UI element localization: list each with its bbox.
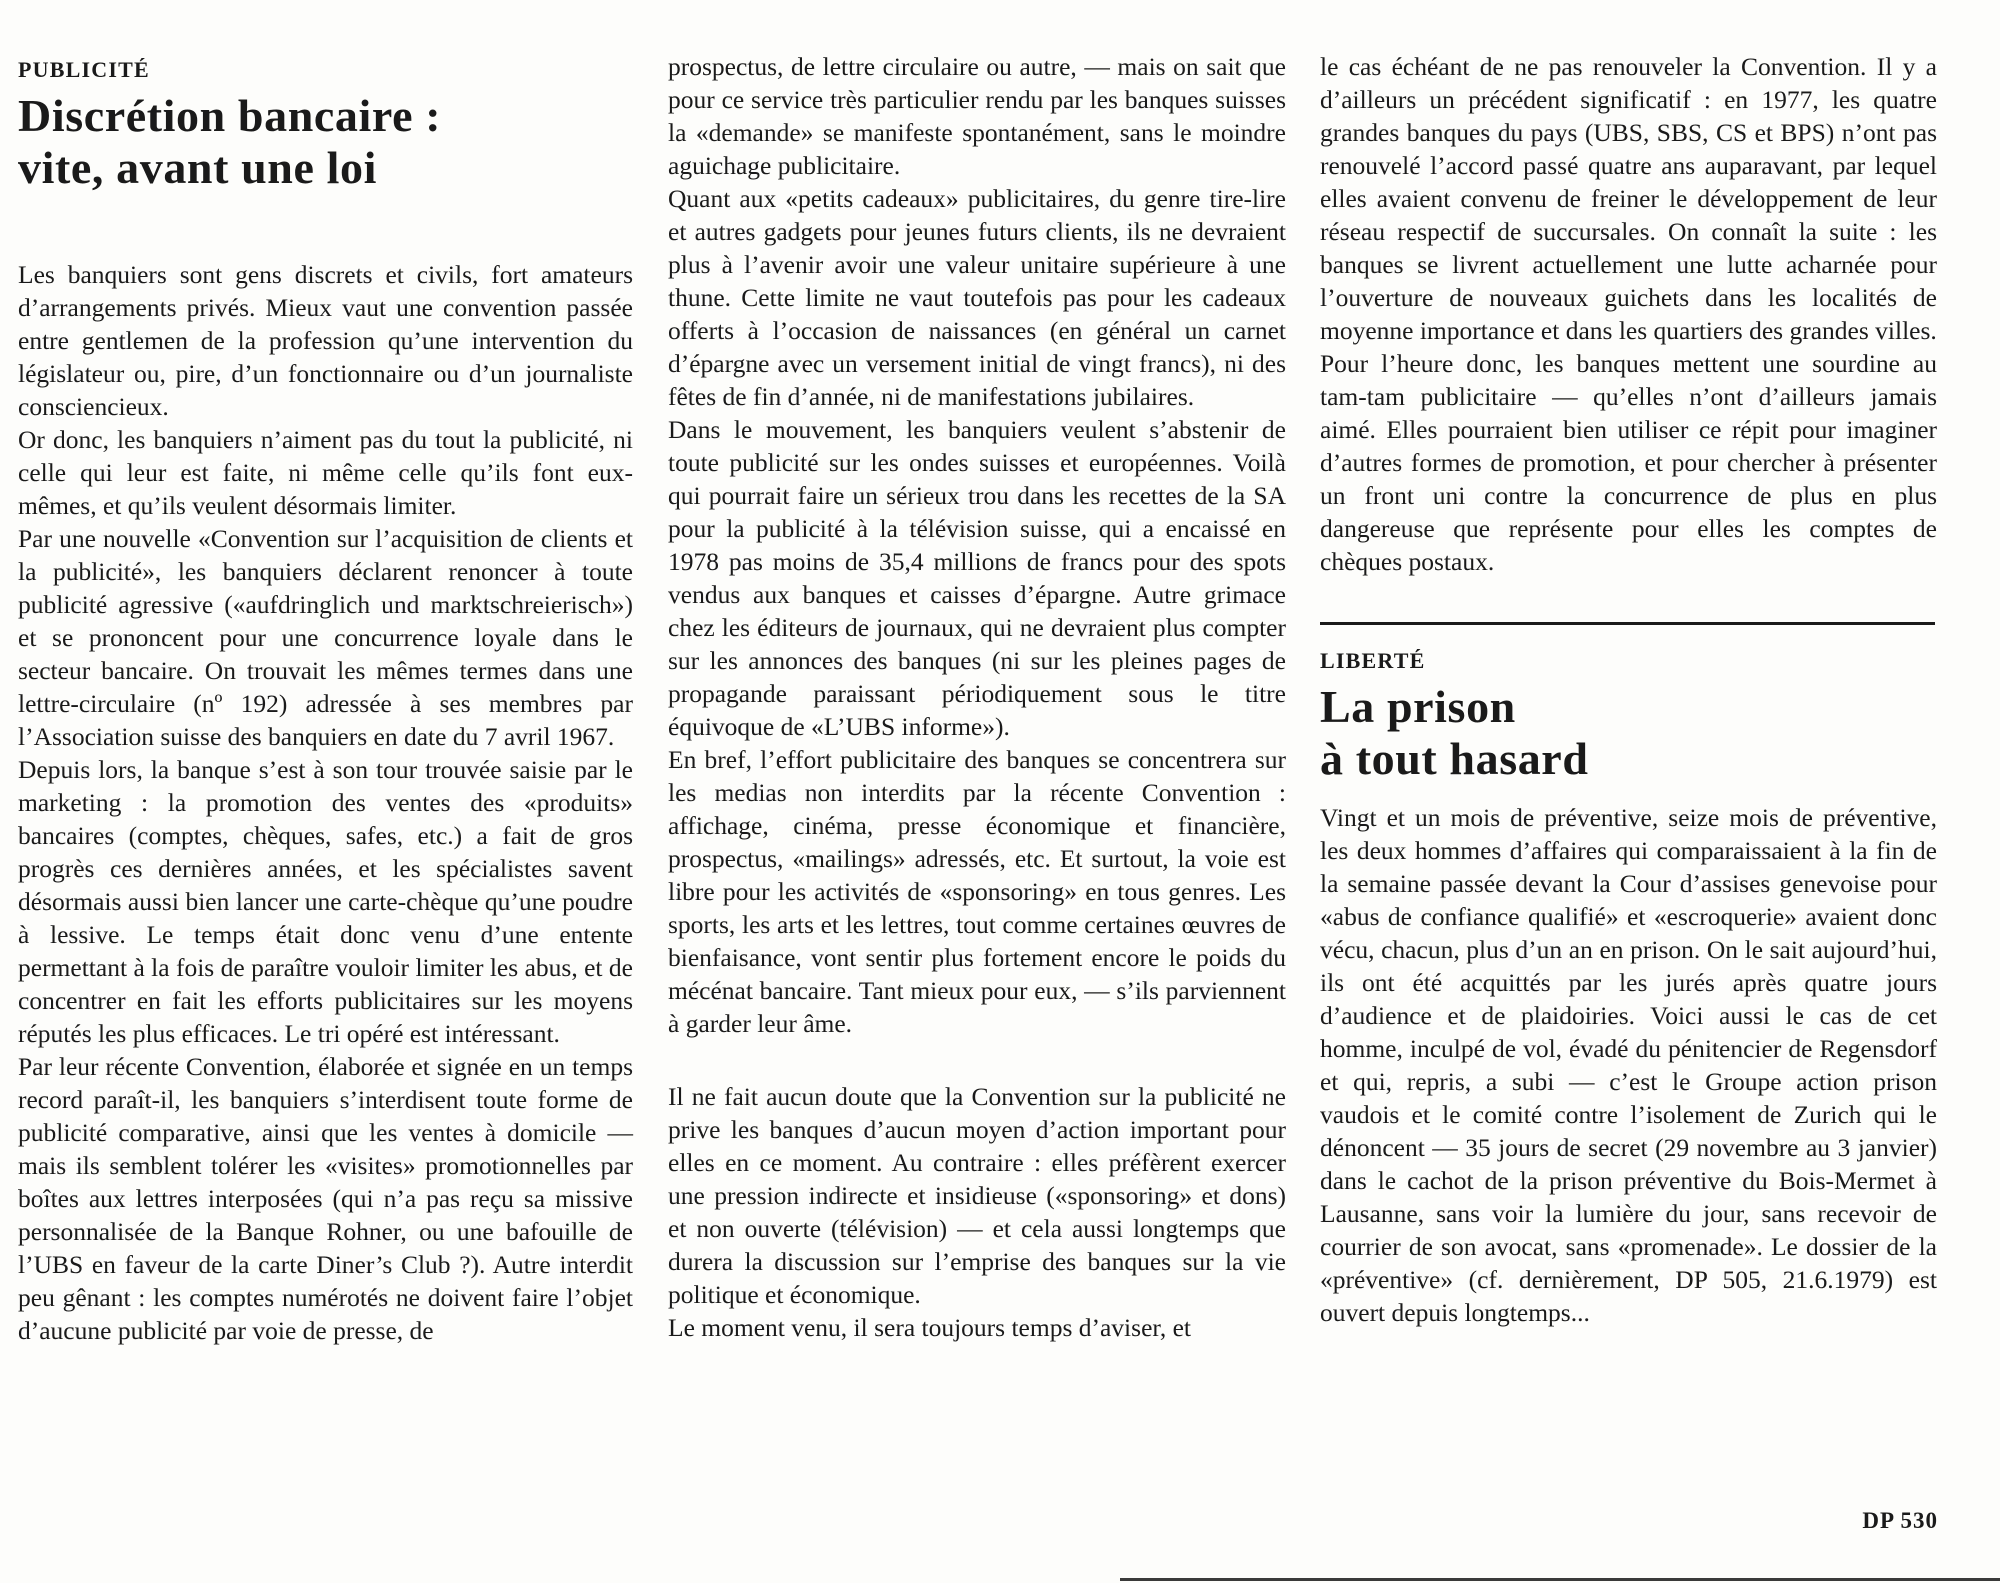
paragraph: Vingt et un mois de préventive, seize mois de préventive, les deux hommes d’affaires qui comparaissaient à la fin de la semaine passée devant la Cour d’assises genevoise pour «abus de confiance qualifié» et «escroquerie» avaient donc vécu, chacun, plus d’un an en prison. On le sait aujourd’hui, ils ont été acquittés par les jurés après quatre jours d’audience et de plaidoiries. Voici aussi le cas de cet homme, inculpé de vol, évadé du pénitencier de Regensdorf et qui, repris, a subi — c’est le Groupe action prison vaudois et le comité contre l’isolement de Zurich qui le dénoncent — 35 jours de secret (29 novembre au 3 janvier) dans le cachot de la prison préventive du Bois-Mermet à Lausanne, sans voir la lumière du jour, sans recevoir de courrier de son avocat, sans «promenade». Le dossier de la «préventive» (cf. dernièrement, DP 505, 21.6.1979) est ouvert depuis longtemps...	[1320, 803, 1937, 1327]
article2-kicker: LIBERTÉ	[1320, 648, 1426, 673]
column-3	[1320, 50, 1937, 1550]
paragraph: Par une nouvelle «Convention sur l’acquisition de clients et la publicité», les banquiers déclarent renoncer à toute publicité agressive («aufdringlich und marktschreierisch») et se prononcent pour une concurrence loyale dans le secteur bancaire. On trouvait les mêmes termes dans une lettre-circulaire (nº 192) adressée à ses membres par l’Association suisse des banquiers en date du 7 avril 1967.	[18, 524, 633, 751]
paragraph: Le moment venu, il sera toujours temps d’aviser, et	[668, 1313, 1192, 1342]
paragraph: Quant aux «petits cadeaux» publicitaires, du genre tire-lire et autres gadgets pour jeunes futurs clients, ils ne devraient plus à l’avenir avoir une valeur unitaire supérieure à une thune. Cette limite ne vaut toutefois pas pour les cadeaux offerts à l’occasion de naissances (en général un carnet d’épargne avec un versement initial de vingt francs), ni des fêtes de fin d’année, ni de manifestations jubilaires.	[668, 184, 1286, 411]
article2-headline-line2: à tout hasard	[1320, 733, 1589, 784]
article1-headline-line1: Discrétion bancaire :	[18, 90, 442, 141]
article-divider	[1320, 622, 1935, 625]
paragraph: En bref, l’effort publicitaire des banques se concentrera sur les medias non interdits par la récente Convention : affichage, cinéma, presse économique et financière, prospectus, «mailings» adressés, etc. Et surtout, la voie est libre pour les activités de «sponsoring» en tous genres. Les sports, les arts et les lettres, tout comme certaines œuvres de bienfaisance, vont sentir plus fortement encore le poids du mécénat bancaire. Tant mieux pour eux, — s’ils parviennent à garder leur âme.	[668, 745, 1286, 1038]
article1-headline-line2: vite, avant une loi	[18, 142, 377, 193]
paragraph: prospectus, de lettre circulaire ou autre, — mais on sait que pour ce service très particulier rendu par les banques suisses la «demande» se manifeste spontanément, sans le moindre aguichage publicitaire.	[668, 52, 1286, 180]
paragraph: Il ne fait aucun doute que la Convention sur la publicité ne prive les banques d’aucun moyen d’action important pour elles en ce moment. Au contraire : elles préfèrent exercer une pression indirecte et insidieuse («sponsoring» et dons) et non ouverte (télévision) — et cela aussi longtemps que durera la discussion sur l’emprise des banques sur la vie politique et économique.	[668, 1082, 1286, 1309]
column-1	[18, 50, 633, 1550]
article2-headline	[1320, 681, 1937, 785]
column-2	[668, 50, 1286, 1550]
page-edge-line	[1120, 1578, 2000, 1581]
paragraph: Dans le mouvement, les banquiers veulent s’abstenir de toute publicité sur les ondes suisses et européennes. Voilà qui pourrait faire un sérieux trou dans les recettes de la SA pour la publicité à la télévision suisse, qui a encaissé en 1978 pas moins de 35,4 millions de francs pour des spots vendus aux banques et caisses d’épargne. Autre grimace chez les éditeurs de journaux, qui ne devraient plus compter sur les annonces des banques (ni sur les pleines pages de propagande paraissant périodiquement sous le titre équivoque de «L’UBS informe»).	[668, 415, 1286, 741]
article1-headline	[18, 90, 633, 194]
paragraph: le cas échéant de ne pas renouveler la Convention. Il y a d’ailleurs un précédent significatif : en 1977, les quatre grandes banques du pays (UBS, SBS, CS et BPS) n’ont pas renouvelé l’accord passé quatre ans auparavant, par lequel elles avaient convenu de freiner le développement de leur réseau respectif de succursales. On connaît la suite : les banques se livrent actuellement une lutte acharnée pour l’ouverture de nouveaux guichets dans les localités de moyenne importance et dans les quartiers des grandes villes.	[1320, 52, 1937, 345]
section-gap	[668, 1040, 1286, 1080]
paragraph: Par leur récente Convention, élaborée et signée en un temps record paraît-il, les banquiers s’interdisent toute forme de publicité comparative, ainsi que les ventes à domicile — mais ils semblent tolérer les «visites» promotionnelles par boîtes aux lettres interposées (qui n’a pas reçu sa missive personnalisée de la Banque Rohner, ou une bafouille de l’UBS en faveur de la carte Diner’s Club ?). Autre interdit peu gênant : les comptes numérotés ne doivent faire l’objet d’aucune publicité par voie de presse, de	[18, 1052, 633, 1345]
article1-kicker: PUBLICITÉ	[18, 57, 150, 82]
paragraph: Les banquiers sont gens discrets et civils, fort amateurs d’arrangements privés. Mieux vaut une convention passée entre gentlemen de la profession qu’une intervention du législateur ou, pire, d’un fonctionnaire ou d’un journaliste consciencieux.	[18, 260, 633, 421]
article2-headline-line1: La prison	[1320, 681, 1516, 732]
paragraph: Pour l’heure donc, les banques mettent une sourdine au tam-tam publicitaire — qu’elles n’ont d’ailleurs jamais aimé. Elles pourraient bien utiliser ce répit pour imaginer d’autres formes de promotion, et pour chercher à présenter un front uni contre la concurrence de plus en plus dangereuse que représente pour elles les comptes de chèques postaux.	[1320, 349, 1937, 576]
paragraph: Or donc, les banquiers n’aiment pas du tout la publicité, ni celle qui leur est faite, ni même celle qu’ils font eux-mêmes, et qu’ils veulent désormais limiter.	[18, 425, 633, 520]
paragraph: Depuis lors, la banque s’est à son tour trouvée saisie par le marketing : la promotion des ventes des «produits» bancaires (comptes, chèques, safes, etc.) a fait de gros progrès ces dernières années, et les spécialistes savent désormais aussi bien lancer une carte-chèque qu’une poudre à lessive. Le temps était donc venu d’une entente permettant à la fois de paraître vouloir limiter les abus, et de concentrer en fait les efforts publicitaires sur les moyens réputés les plus efficaces. Le tri opéré est intéressant.	[18, 755, 633, 1048]
issue-signoff: DP 530	[1862, 1508, 1938, 1533]
